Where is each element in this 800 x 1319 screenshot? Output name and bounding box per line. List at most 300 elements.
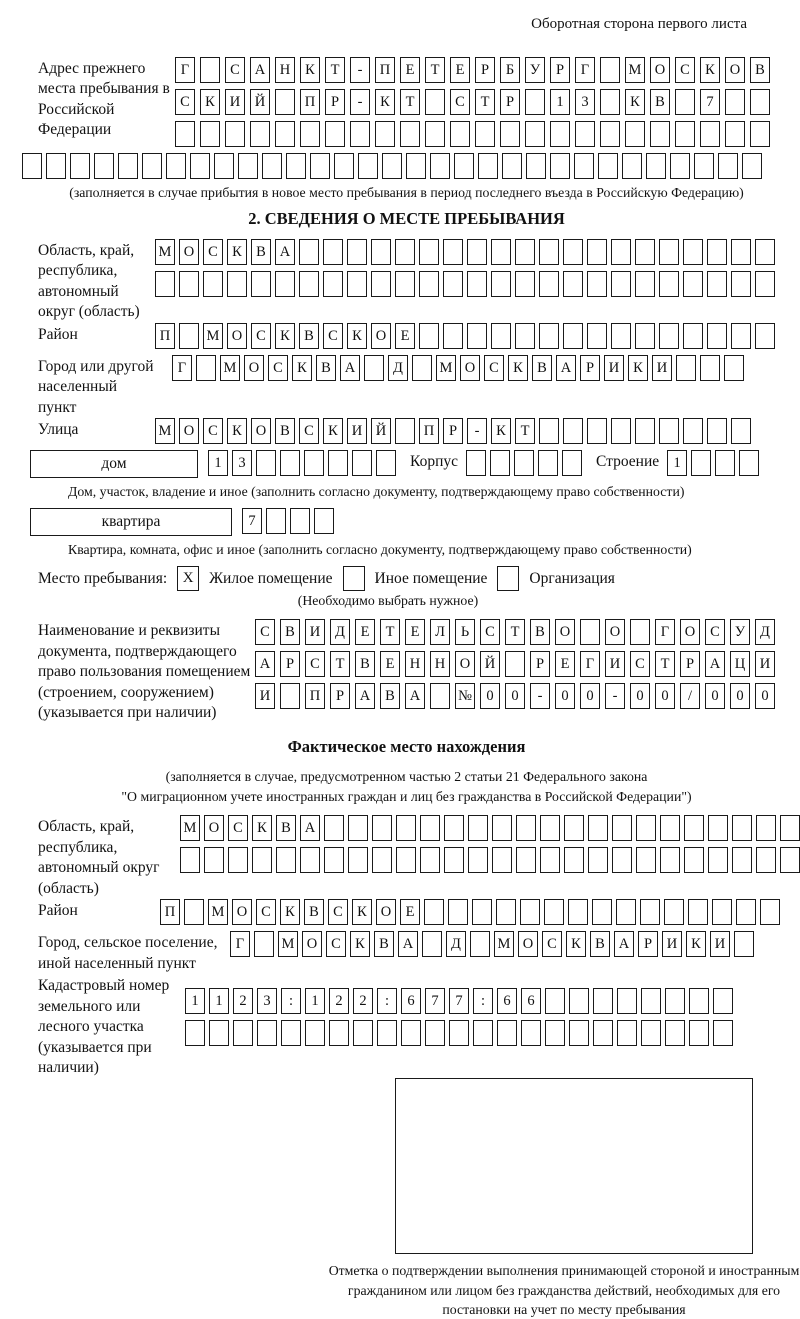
char-cell[interactable]: К (491, 418, 511, 444)
char-cell[interactable]: И (225, 89, 245, 115)
char-cell[interactable] (598, 153, 618, 179)
char-cell[interactable]: С (630, 651, 650, 677)
char-cell[interactable]: 1 (550, 89, 570, 115)
char-cell[interactable] (166, 153, 186, 179)
char-cell[interactable]: С (326, 931, 346, 957)
char-cell[interactable]: А (705, 651, 725, 677)
char-cell[interactable]: - (467, 418, 487, 444)
char-cell[interactable] (756, 847, 776, 873)
char-cell[interactable] (444, 847, 464, 873)
char-cell[interactable] (419, 239, 439, 265)
char-cell[interactable]: Т (325, 57, 345, 83)
char-cell[interactable]: Г (655, 619, 675, 645)
char-cell[interactable] (180, 847, 200, 873)
char-cell[interactable] (587, 418, 607, 444)
char-cell[interactable] (299, 271, 319, 297)
char-cell[interactable]: К (200, 89, 220, 115)
char-cell[interactable] (422, 931, 442, 957)
char-cell[interactable]: Р (550, 57, 570, 83)
char-cell[interactable] (228, 847, 248, 873)
char-cell[interactable] (611, 271, 631, 297)
char-cell[interactable]: И (347, 418, 367, 444)
char-cell[interactable] (724, 355, 744, 381)
char-cell[interactable]: Е (555, 651, 575, 677)
char-cell[interactable]: А (275, 239, 295, 265)
char-cell[interactable]: Т (515, 418, 535, 444)
char-cell[interactable]: Л (430, 619, 450, 645)
char-cell[interactable] (382, 153, 402, 179)
char-cell[interactable] (473, 1020, 493, 1046)
char-cell[interactable]: Н (430, 651, 450, 677)
char-cell[interactable]: В (750, 57, 770, 83)
char-cell[interactable] (396, 815, 416, 841)
char-cell[interactable] (545, 988, 565, 1014)
char-cell[interactable]: О (302, 931, 322, 957)
char-cell[interactable]: О (725, 57, 745, 83)
char-cell[interactable]: П (375, 57, 395, 83)
char-cell[interactable]: 0 (580, 683, 600, 709)
char-cell[interactable] (466, 450, 486, 476)
char-cell[interactable] (475, 121, 495, 147)
char-cell[interactable] (593, 988, 613, 1014)
char-cell[interactable]: У (525, 57, 545, 83)
char-cell[interactable]: Г (575, 57, 595, 83)
char-cell[interactable] (664, 899, 684, 925)
char-cell[interactable] (646, 153, 666, 179)
char-cell[interactable] (443, 271, 463, 297)
char-cell[interactable] (420, 847, 440, 873)
char-cell[interactable]: Т (330, 651, 350, 677)
char-cell[interactable] (347, 271, 367, 297)
char-cell[interactable] (780, 815, 800, 841)
char-cell[interactable] (636, 847, 656, 873)
char-cell[interactable]: В (650, 89, 670, 115)
char-cell[interactable] (478, 153, 498, 179)
char-cell[interactable] (515, 271, 535, 297)
char-cell[interactable]: Г (175, 57, 195, 83)
char-cell[interactable]: И (305, 619, 325, 645)
char-cell[interactable] (305, 1020, 325, 1046)
char-cell[interactable]: П (300, 89, 320, 115)
char-cell[interactable] (617, 988, 637, 1014)
char-cell[interactable] (425, 89, 445, 115)
char-cell[interactable] (700, 355, 720, 381)
char-cell[interactable]: С (480, 619, 500, 645)
char-cell[interactable]: И (255, 683, 275, 709)
char-cell[interactable]: Р (638, 931, 658, 957)
char-cell[interactable]: 6 (401, 988, 421, 1014)
char-cell[interactable] (635, 323, 655, 349)
char-cell[interactable]: Н (275, 57, 295, 83)
char-cell[interactable]: М (180, 815, 200, 841)
char-cell[interactable]: 2 (233, 988, 253, 1014)
char-cell[interactable] (540, 847, 560, 873)
char-cell[interactable]: 0 (730, 683, 750, 709)
char-cell[interactable] (118, 153, 138, 179)
char-cell[interactable] (660, 815, 680, 841)
char-cell[interactable] (525, 89, 545, 115)
char-cell[interactable] (204, 847, 224, 873)
char-cell[interactable]: К (323, 418, 343, 444)
char-cell[interactable]: В (532, 355, 552, 381)
char-cell[interactable]: 1 (185, 988, 205, 1014)
char-cell[interactable] (684, 847, 704, 873)
char-cell[interactable] (491, 323, 511, 349)
char-cell[interactable] (328, 450, 348, 476)
char-cell[interactable]: Т (505, 619, 525, 645)
char-cell[interactable] (276, 847, 296, 873)
char-cell[interactable]: В (276, 815, 296, 841)
char-cell[interactable] (659, 418, 679, 444)
char-cell[interactable] (200, 121, 220, 147)
char-cell[interactable]: О (179, 418, 199, 444)
char-cell[interactable]: В (374, 931, 394, 957)
char-cell[interactable] (689, 1020, 709, 1046)
char-cell[interactable] (688, 899, 708, 925)
char-cell[interactable]: К (252, 815, 272, 841)
char-cell[interactable] (323, 271, 343, 297)
char-cell[interactable] (395, 239, 415, 265)
char-cell[interactable]: В (530, 619, 550, 645)
char-cell[interactable] (587, 323, 607, 349)
char-cell[interactable]: С (323, 323, 343, 349)
char-cell[interactable] (538, 450, 558, 476)
char-cell[interactable]: С (305, 651, 325, 677)
char-cell[interactable]: К (375, 89, 395, 115)
char-cell[interactable]: С (228, 815, 248, 841)
char-cell[interactable] (262, 153, 282, 179)
char-cell[interactable] (563, 418, 583, 444)
char-cell[interactable] (467, 271, 487, 297)
char-cell[interactable] (683, 418, 703, 444)
char-cell[interactable] (683, 239, 703, 265)
char-cell[interactable] (203, 271, 223, 297)
char-cell[interactable] (472, 899, 492, 925)
char-cell[interactable] (497, 1020, 517, 1046)
char-cell[interactable] (736, 899, 756, 925)
char-cell[interactable] (563, 323, 583, 349)
char-cell[interactable]: Е (395, 323, 415, 349)
char-cell[interactable]: О (244, 355, 264, 381)
char-cell[interactable] (256, 450, 276, 476)
char-cell[interactable] (683, 271, 703, 297)
char-cell[interactable]: М (625, 57, 645, 83)
char-cell[interactable]: В (251, 239, 271, 265)
char-cell[interactable] (406, 153, 426, 179)
char-cell[interactable] (250, 121, 270, 147)
char-cell[interactable] (526, 153, 546, 179)
char-cell[interactable]: Г (580, 651, 600, 677)
char-cell[interactable] (353, 1020, 373, 1046)
char-cell[interactable]: Е (405, 619, 425, 645)
char-cell[interactable]: К (625, 89, 645, 115)
char-cell[interactable]: О (204, 815, 224, 841)
char-cell[interactable]: К (700, 57, 720, 83)
char-cell[interactable] (544, 899, 564, 925)
char-cell[interactable]: Н (405, 651, 425, 677)
char-cell[interactable] (502, 153, 522, 179)
char-cell[interactable]: К (275, 323, 295, 349)
char-cell[interactable]: К (352, 899, 372, 925)
char-cell[interactable] (707, 323, 727, 349)
char-cell[interactable] (444, 815, 464, 841)
char-cell[interactable] (742, 153, 762, 179)
char-cell[interactable]: Е (380, 651, 400, 677)
char-cell[interactable] (739, 450, 759, 476)
char-cell[interactable]: О (680, 619, 700, 645)
char-cell[interactable]: - (350, 89, 370, 115)
char-cell[interactable] (659, 323, 679, 349)
char-cell[interactable] (684, 815, 704, 841)
char-cell[interactable] (209, 1020, 229, 1046)
char-cell[interactable] (395, 418, 415, 444)
char-cell[interactable]: С (450, 89, 470, 115)
checkbox-residential[interactable]: X (177, 566, 199, 591)
char-cell[interactable] (515, 239, 535, 265)
char-cell[interactable]: А (614, 931, 634, 957)
char-cell[interactable]: Е (400, 57, 420, 83)
char-cell[interactable] (755, 271, 775, 297)
char-cell[interactable] (196, 355, 216, 381)
char-cell[interactable] (372, 815, 392, 841)
char-cell[interactable] (708, 815, 728, 841)
char-cell[interactable]: А (255, 651, 275, 677)
char-cell[interactable]: С (256, 899, 276, 925)
char-cell[interactable] (350, 121, 370, 147)
char-cell[interactable]: М (278, 931, 298, 957)
char-cell[interactable]: О (555, 619, 575, 645)
char-cell[interactable] (564, 815, 584, 841)
char-cell[interactable] (616, 899, 636, 925)
char-cell[interactable]: Д (755, 619, 775, 645)
char-cell[interactable] (420, 815, 440, 841)
char-cell[interactable]: № (455, 683, 475, 709)
char-cell[interactable] (468, 815, 488, 841)
char-cell[interactable] (214, 153, 234, 179)
char-cell[interactable]: К (566, 931, 586, 957)
char-cell[interactable]: Р (475, 57, 495, 83)
char-cell[interactable] (190, 153, 210, 179)
char-cell[interactable]: П (160, 899, 180, 925)
char-cell[interactable] (491, 271, 511, 297)
char-cell[interactable] (352, 450, 372, 476)
char-cell[interactable]: П (305, 683, 325, 709)
char-cell[interactable] (225, 121, 245, 147)
char-cell[interactable] (612, 847, 632, 873)
char-cell[interactable] (425, 121, 445, 147)
char-cell[interactable] (448, 899, 468, 925)
char-cell[interactable] (419, 271, 439, 297)
char-cell[interactable]: С (268, 355, 288, 381)
char-cell[interactable]: О (455, 651, 475, 677)
char-cell[interactable]: Р (530, 651, 550, 677)
char-cell[interactable]: : (281, 988, 301, 1014)
char-cell[interactable]: 3 (232, 450, 252, 476)
char-cell[interactable]: В (590, 931, 610, 957)
char-cell[interactable] (94, 153, 114, 179)
char-cell[interactable] (675, 89, 695, 115)
char-cell[interactable] (377, 1020, 397, 1046)
char-cell[interactable] (238, 153, 258, 179)
char-cell[interactable]: П (419, 418, 439, 444)
char-cell[interactable] (175, 121, 195, 147)
char-cell[interactable] (468, 847, 488, 873)
char-cell[interactable] (659, 271, 679, 297)
char-cell[interactable]: Р (500, 89, 520, 115)
char-cell[interactable] (540, 815, 560, 841)
char-cell[interactable]: Г (230, 931, 250, 957)
char-cell[interactable] (521, 1020, 541, 1046)
char-cell[interactable]: И (604, 355, 624, 381)
char-cell[interactable] (515, 323, 535, 349)
char-cell[interactable]: Р (443, 418, 463, 444)
char-cell[interactable]: М (208, 899, 228, 925)
char-cell[interactable]: И (662, 931, 682, 957)
char-cell[interactable]: О (232, 899, 252, 925)
char-cell[interactable]: О (371, 323, 391, 349)
char-cell[interactable]: 0 (480, 683, 500, 709)
char-cell[interactable] (731, 323, 751, 349)
char-cell[interactable]: А (250, 57, 270, 83)
char-cell[interactable]: 7 (425, 988, 445, 1014)
char-cell[interactable]: С (542, 931, 562, 957)
char-cell[interactable] (550, 153, 570, 179)
char-cell[interactable] (611, 239, 631, 265)
char-cell[interactable] (443, 323, 463, 349)
char-cell[interactable] (676, 355, 696, 381)
char-cell[interactable]: В (304, 899, 324, 925)
char-cell[interactable] (492, 815, 512, 841)
char-cell[interactable] (425, 1020, 445, 1046)
char-cell[interactable]: О (251, 418, 271, 444)
char-cell[interactable]: В (275, 418, 295, 444)
char-cell[interactable] (732, 847, 752, 873)
char-cell[interactable] (562, 450, 582, 476)
char-cell[interactable] (233, 1020, 253, 1046)
char-cell[interactable] (617, 1020, 637, 1046)
char-cell[interactable]: 7 (700, 89, 720, 115)
char-cell[interactable]: Й (480, 651, 500, 677)
char-cell[interactable] (713, 1020, 733, 1046)
char-cell[interactable] (611, 323, 631, 349)
char-cell[interactable] (635, 239, 655, 265)
char-cell[interactable] (142, 153, 162, 179)
char-cell[interactable]: Д (446, 931, 466, 957)
char-cell[interactable] (275, 271, 295, 297)
char-cell[interactable]: 0 (655, 683, 675, 709)
char-cell[interactable]: И (710, 931, 730, 957)
char-cell[interactable]: С (299, 418, 319, 444)
char-cell[interactable]: М (203, 323, 223, 349)
char-cell[interactable] (257, 1020, 277, 1046)
char-cell[interactable] (630, 619, 650, 645)
char-cell[interactable] (348, 847, 368, 873)
char-cell[interactable]: 6 (521, 988, 541, 1014)
char-cell[interactable]: И (755, 651, 775, 677)
char-cell[interactable] (334, 153, 354, 179)
char-cell[interactable]: И (652, 355, 672, 381)
char-cell[interactable] (329, 1020, 349, 1046)
char-cell[interactable] (372, 847, 392, 873)
char-cell[interactable] (280, 450, 300, 476)
char-cell[interactable]: А (355, 683, 375, 709)
char-cell[interactable] (401, 1020, 421, 1046)
char-cell[interactable]: 0 (555, 683, 575, 709)
char-cell[interactable] (641, 988, 661, 1014)
char-cell[interactable] (675, 121, 695, 147)
char-cell[interactable] (286, 153, 306, 179)
char-cell[interactable] (569, 1020, 589, 1046)
char-cell[interactable] (500, 121, 520, 147)
char-cell[interactable] (155, 271, 175, 297)
char-cell[interactable] (371, 271, 391, 297)
char-cell[interactable]: 0 (505, 683, 525, 709)
char-cell[interactable]: В (299, 323, 319, 349)
char-cell[interactable] (22, 153, 42, 179)
char-cell[interactable]: 7 (449, 988, 469, 1014)
char-cell[interactable] (755, 323, 775, 349)
char-cell[interactable]: М (436, 355, 456, 381)
char-cell[interactable] (665, 988, 685, 1014)
char-cell[interactable] (760, 899, 780, 925)
char-cell[interactable]: М (155, 418, 175, 444)
char-cell[interactable] (707, 239, 727, 265)
char-cell[interactable]: К (347, 323, 367, 349)
char-cell[interactable] (348, 815, 368, 841)
char-cell[interactable]: Е (450, 57, 470, 83)
char-cell[interactable] (46, 153, 66, 179)
char-cell[interactable] (430, 153, 450, 179)
char-cell[interactable] (184, 899, 204, 925)
char-cell[interactable]: П (155, 323, 175, 349)
char-cell[interactable] (314, 508, 334, 534)
char-cell[interactable]: К (227, 418, 247, 444)
char-cell[interactable] (449, 1020, 469, 1046)
char-cell[interactable]: С (705, 619, 725, 645)
char-cell[interactable] (290, 508, 310, 534)
char-cell[interactable] (412, 355, 432, 381)
char-cell[interactable] (310, 153, 330, 179)
char-cell[interactable]: Е (400, 899, 420, 925)
char-cell[interactable] (266, 508, 286, 534)
char-cell[interactable]: Б (500, 57, 520, 83)
char-cell[interactable] (254, 931, 274, 957)
char-cell[interactable]: У (730, 619, 750, 645)
char-cell[interactable] (756, 815, 776, 841)
char-cell[interactable] (563, 239, 583, 265)
char-cell[interactable] (665, 1020, 685, 1046)
char-cell[interactable] (545, 1020, 565, 1046)
char-cell[interactable] (564, 847, 584, 873)
char-cell[interactable]: А (556, 355, 576, 381)
char-cell[interactable] (611, 418, 631, 444)
char-cell[interactable] (400, 121, 420, 147)
char-cell[interactable] (700, 121, 720, 147)
char-cell[interactable]: А (340, 355, 360, 381)
checkbox-organization[interactable] (497, 566, 519, 591)
char-cell[interactable]: О (650, 57, 670, 83)
char-cell[interactable] (252, 847, 272, 873)
char-cell[interactable]: 1 (208, 450, 228, 476)
char-cell[interactable] (750, 121, 770, 147)
char-cell[interactable] (490, 450, 510, 476)
char-cell[interactable] (731, 271, 751, 297)
char-cell[interactable]: 2 (353, 988, 373, 1014)
char-cell[interactable] (731, 239, 751, 265)
char-cell[interactable] (593, 1020, 613, 1046)
char-cell[interactable] (574, 153, 594, 179)
char-cell[interactable]: Ц (730, 651, 750, 677)
